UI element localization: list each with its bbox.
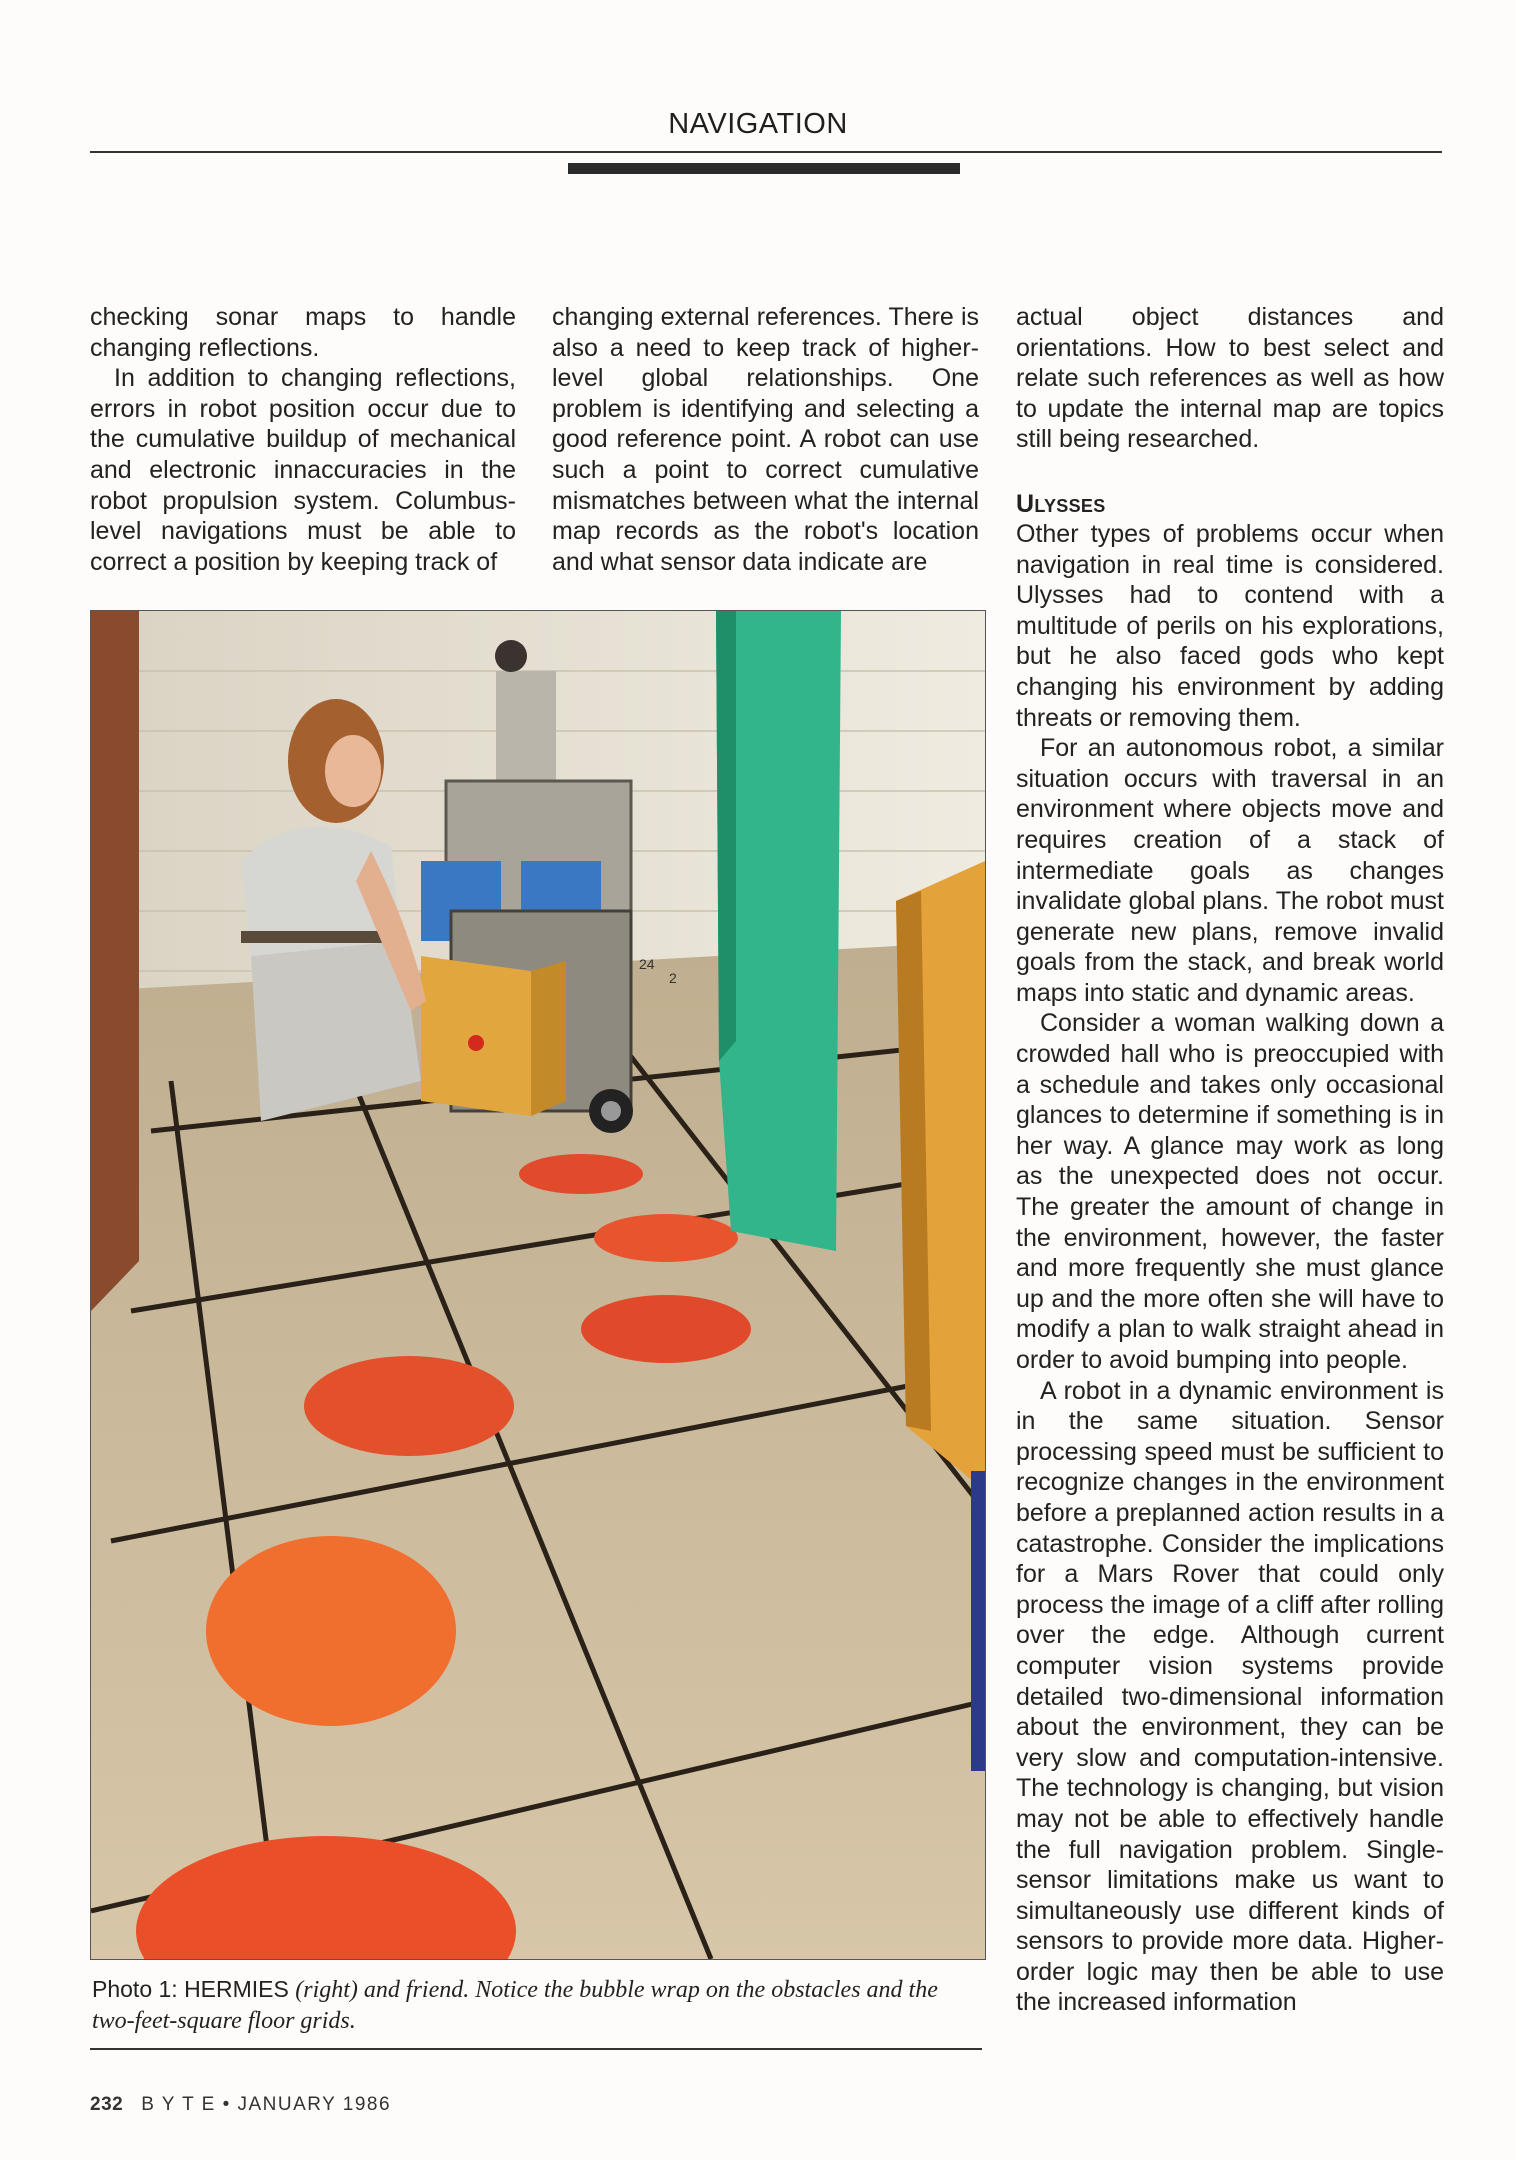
photo-hermies-robot — [90, 610, 986, 1960]
paragraph: Other types of problems occur when navigation in real time is considered. Ulysses had to contend with a multitude of perils on his explorations, but he also faced gods who kept changing his environment by adding threats or removing them. — [1016, 519, 1444, 732]
paragraph: A robot in a dynamic environment is in the same situation. Sensor processing speed must be sufficient to recognize changes in the environment before a preplanned action results in a catastrophe. Consider the implications for a Mars Rover that could only process the image of a cliff after rolling over the edge. Although current computer vision systems provide detailed two-dimensional information about the environment, they can be very slow and computation-intensive. The technology is changing, but vision may not be able to effectively handle the full navigation problem. Single-sensor limitations make us want to simultaneously use different kinds of sensors to provide more data. Higher-order logic may then be able to use the increased information — [1016, 1376, 1444, 2017]
photo-illustration — [91, 611, 985, 1959]
header-rule — [90, 151, 1442, 153]
text-column-2 — [552, 302, 979, 577]
caption-rest: and friend. Notice the bubble wrap on the obstacles and the two-feet-square floor grids. — [92, 1977, 938, 2034]
caption-lead: Photo 1: HERMIES — [92, 1976, 296, 2002]
paragraph: actual object distances and orientations. How to best select and relate such references as well as how to update the internal map are topics still being researched. — [1016, 303, 1444, 454]
paragraph: Consider a woman walking down a crowded hall who is preoccupied with a schedule and takes only occasional glances to determine if something is in her way. A glance may work as long as the unexpected does not occur. The greater the amount of change in the environment, however, the faster and more frequently she must glance up and the more often she will have to modify a plan to walk straight ahead in order to avoid bumping into people. — [1016, 1009, 1444, 1374]
paragraph: checking sonar maps to handle changing reflections. — [90, 303, 516, 362]
section-header: NAVIGATION — [668, 108, 848, 140]
carried-box — [421, 956, 566, 1116]
caption-right: (right) — [295, 1977, 358, 2003]
page-footer — [90, 2094, 391, 2116]
caption-rule — [90, 2048, 982, 2050]
paragraph: For an autonomous robot, a similar situation occurs with traversal in an environment where objects move and requires creation of a stack of intermediate goals as changes invalidate global plans. The robot must generate new plans, remove invalid goals from the stack, and break world maps into static and dynamic areas. — [1016, 734, 1444, 1007]
photo-caption — [92, 1974, 982, 2036]
left-obstacle — [91, 611, 139, 1311]
section-heading-ulysses: Ulysses — [1016, 489, 1106, 518]
wall-number: 2 — [669, 970, 677, 986]
text-column-3 — [1016, 302, 1444, 2018]
text-column-1 — [90, 302, 516, 577]
paragraph: In addition to changing reflections, errors in robot position occur due to the cumulative buildup of mechanical and electronic innaccuracies in the robot propulsion system. Columbus-level navigations must be able to correct a position by keeping track of — [90, 364, 516, 576]
header-bar — [568, 163, 960, 174]
wall-number: 24 — [639, 956, 655, 972]
page-number: 232 — [90, 2094, 124, 2115]
footer-publication: B Y T E • JANUARY 1986 — [141, 2094, 392, 2115]
paragraph: changing external references. There is also a need to keep track of higher-level global relationships. One problem is identifying and selecting a good reference point. A robot can use such a point to correct cumulative mismatches between what the internal map records as the robot's location and what sensor data indicate are — [552, 303, 979, 576]
